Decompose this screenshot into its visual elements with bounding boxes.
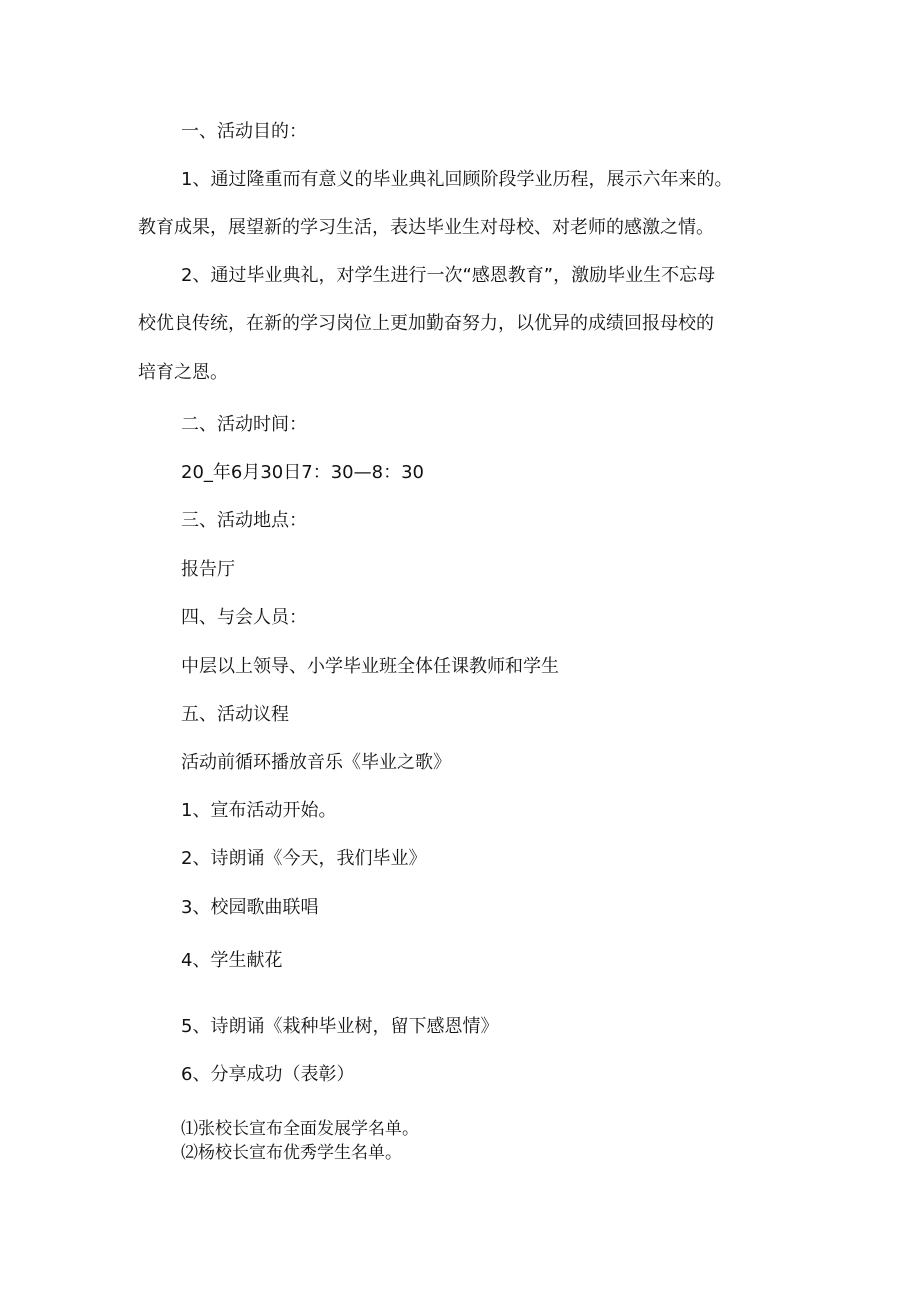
purpose-paragraph-1-line-2: 教育成果，展望新的学习生活，表达毕业生对母校、对老师的感激之情。	[138, 217, 714, 238]
agenda-subitem: ⑵杨校长宣布优秀学生名单。	[181, 1143, 402, 1163]
agenda-subitem: ⑴张校长宣布全面发展学名单。	[181, 1119, 419, 1139]
purpose-paragraph-2-line-3: 培育之恩。	[138, 362, 228, 383]
purpose-paragraph-2-line-2: 校优良传统，在新的学习岗位上更加勤奋努力，以优异的成绩回报母校的	[138, 313, 714, 334]
agenda-item: 2、诗朗诵《今天，我们毕业》	[181, 848, 427, 869]
activity-location: 报告厅	[181, 559, 235, 580]
agenda-item: 3、校园歌曲联唱	[181, 897, 319, 918]
activity-time: 20_年6月30日7：30—8：30	[181, 462, 424, 483]
section-heading-location: 三、活动地点：	[181, 510, 307, 531]
section-heading-attendees: 四、与会人员：	[181, 607, 307, 628]
agenda-intro: 活动前循环播放音乐《毕业之歌》	[181, 752, 451, 773]
agenda-item: 5、诗朗诵《栽种毕业树，留下感恩情》	[181, 1016, 499, 1037]
agenda-item: 6、分享成功（表彰）	[181, 1064, 355, 1085]
agenda-item: 1、宣布活动开始。	[181, 800, 337, 821]
purpose-paragraph-1-line-1: 1、通过隆重而有意义的毕业典礼回顾阶段学业历程，展示六年来的。	[181, 169, 733, 190]
section-heading-purpose: 一、活动目的：	[181, 121, 307, 142]
attendees: 中层以上领导、小学毕业班全体任课教师和学生	[181, 656, 559, 677]
section-heading-agenda: 五、活动议程	[181, 704, 289, 725]
agenda-item: 4、学生献花	[181, 950, 283, 971]
section-heading-time: 二、活动时间：	[181, 414, 307, 435]
purpose-paragraph-2-line-1: 2、通过毕业典礼，对学生进行一次“感恩教育”，激励毕业生不忘母	[181, 265, 716, 286]
